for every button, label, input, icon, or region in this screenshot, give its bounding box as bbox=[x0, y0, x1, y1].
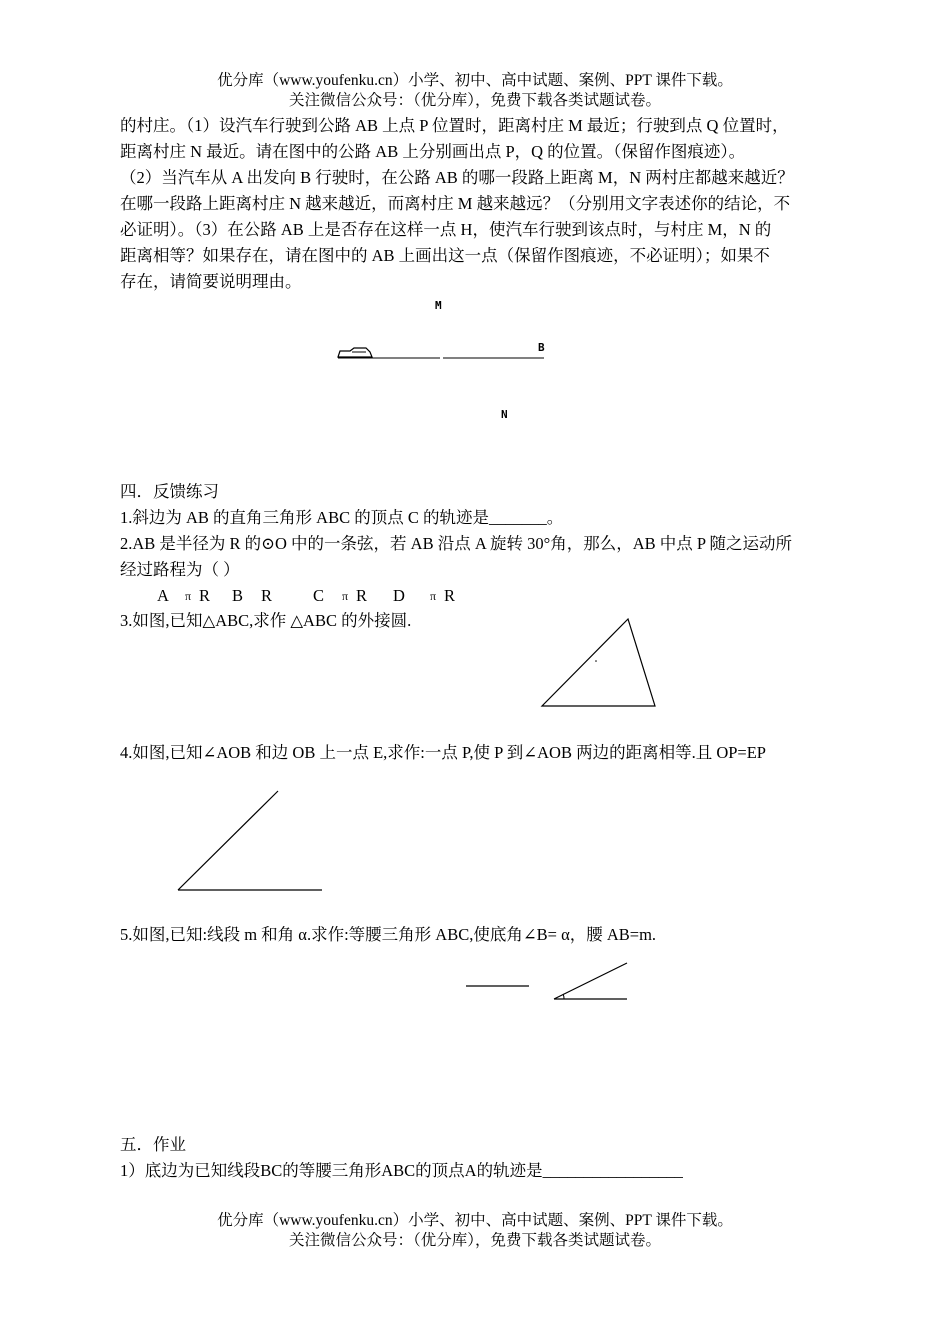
option-c-pi: π bbox=[342, 589, 349, 603]
problem-text-line-6: 距离相等？如果存在，请在图中的 AB 上画出这一点（保留作图痕迹，不必证明）；如果不 bbox=[120, 246, 770, 265]
car-icon bbox=[338, 348, 372, 357]
question-4-1: 1.斜边为 AB 的直角三角形 ABC 的顶点 C 的轨迹是_______。 bbox=[120, 508, 564, 527]
angle-alpha-ray-1 bbox=[554, 963, 627, 999]
angle-alpha-arc bbox=[563, 994, 564, 999]
question-4-4: 4.如图,已知∠AOB 和边 OB 上一点 E,求作:一点 P,使 P 到∠AOB 两边的距离相等.且 OP=EP bbox=[120, 743, 766, 762]
village-n-label: N bbox=[501, 408, 508, 421]
problem-text-line-4: 在哪一段路上距离村庄 N 越来越近，而离村庄 M 越来越远？（分别用文字表述你的结论，不 bbox=[120, 194, 791, 213]
problem-text-line-1: 的村庄。（1）设汽车行驶到公路 AB 上点 P 位置时，距离村庄 M 最近；行驶到点 Q 位置时， bbox=[120, 116, 789, 135]
option-b-r: R bbox=[261, 586, 273, 605]
option-b-letter: B bbox=[232, 586, 244, 605]
option-d-letter: D bbox=[393, 586, 405, 605]
option-a-r: R bbox=[199, 586, 211, 605]
question-4-5: 5.如图,已知:线段 m 和角 α.求作:等腰三角形 ABC,使底角∠B= α，腰 AB=m. bbox=[120, 925, 657, 944]
footer-line-1: 优分库（www.youfenku.cn）小学、初中、高中试题、案例、PPT 课件下载。 bbox=[217, 1212, 733, 1229]
problem-text-line-3: （2）当汽车从 A 出发向 B 行驶时，在公路 AB 的哪一段路上距离 M，N 两村庄都越来越近？ bbox=[120, 168, 794, 187]
option-c-letter: C bbox=[313, 586, 325, 605]
triangle-figure bbox=[530, 608, 670, 738]
road-figure bbox=[330, 295, 560, 425]
option-a-pi: π bbox=[185, 589, 192, 603]
problem-text-line-7: 存在，请简要说明理由。 bbox=[120, 272, 302, 291]
segment-angle-figure bbox=[460, 955, 640, 1010]
header-line-1: 优分库（www.youfenku.cn）小学、初中、高中试题、案例、PPT 课件下载。 bbox=[217, 72, 733, 89]
homework-question-1: 1）底边为已知线段BC的等腰三角形ABC的顶点A的轨迹是_________________ bbox=[120, 1161, 683, 1180]
ray-oa bbox=[178, 791, 278, 890]
triangle-abc bbox=[542, 619, 655, 706]
problem-text-line-2: 距离村庄 N 最近。请在图中的公路 AB 上分别画出点 P，Q 的位置。（保留作图痕迹）。 bbox=[120, 142, 746, 161]
question-4-2-line-1: 2.AB 是半径为 R 的⊙O 中的一条弦，若 AB 沿点 A 旋转 30°角，那么，AB 中点 P 随之运动所 bbox=[120, 534, 793, 553]
option-c-r: R bbox=[356, 586, 368, 605]
problem-text-line-5: 必证明）。（3）在公路 AB 上是否存在这样一点 H，使汽车行驶到该点时，与村庄 M，N 的 bbox=[120, 220, 772, 239]
section-4-title: 四．反馈练习 bbox=[120, 482, 219, 501]
triangle-dot bbox=[595, 660, 597, 662]
point-b-label: B bbox=[538, 341, 545, 354]
option-d-pi: π bbox=[430, 589, 437, 603]
option-d-r: R bbox=[444, 586, 456, 605]
section-5-title: 五．作业 bbox=[120, 1135, 186, 1154]
angle-figure bbox=[165, 785, 345, 920]
village-m-label: M bbox=[435, 299, 442, 312]
option-a-letter: A bbox=[157, 586, 169, 605]
question-4-2-line-2: 经过路程为（ ） bbox=[120, 560, 240, 579]
footer-line-2: 关注微信公众号：（优分库），免费下载各类试题试卷。 bbox=[288, 1232, 661, 1249]
question-4-3: 3.如图,已知△ABC,求作 △ABC 的外接圆. bbox=[120, 611, 412, 630]
header-line-2: 关注微信公众号：（优分库），免费下载各类试题试卷。 bbox=[288, 92, 661, 109]
